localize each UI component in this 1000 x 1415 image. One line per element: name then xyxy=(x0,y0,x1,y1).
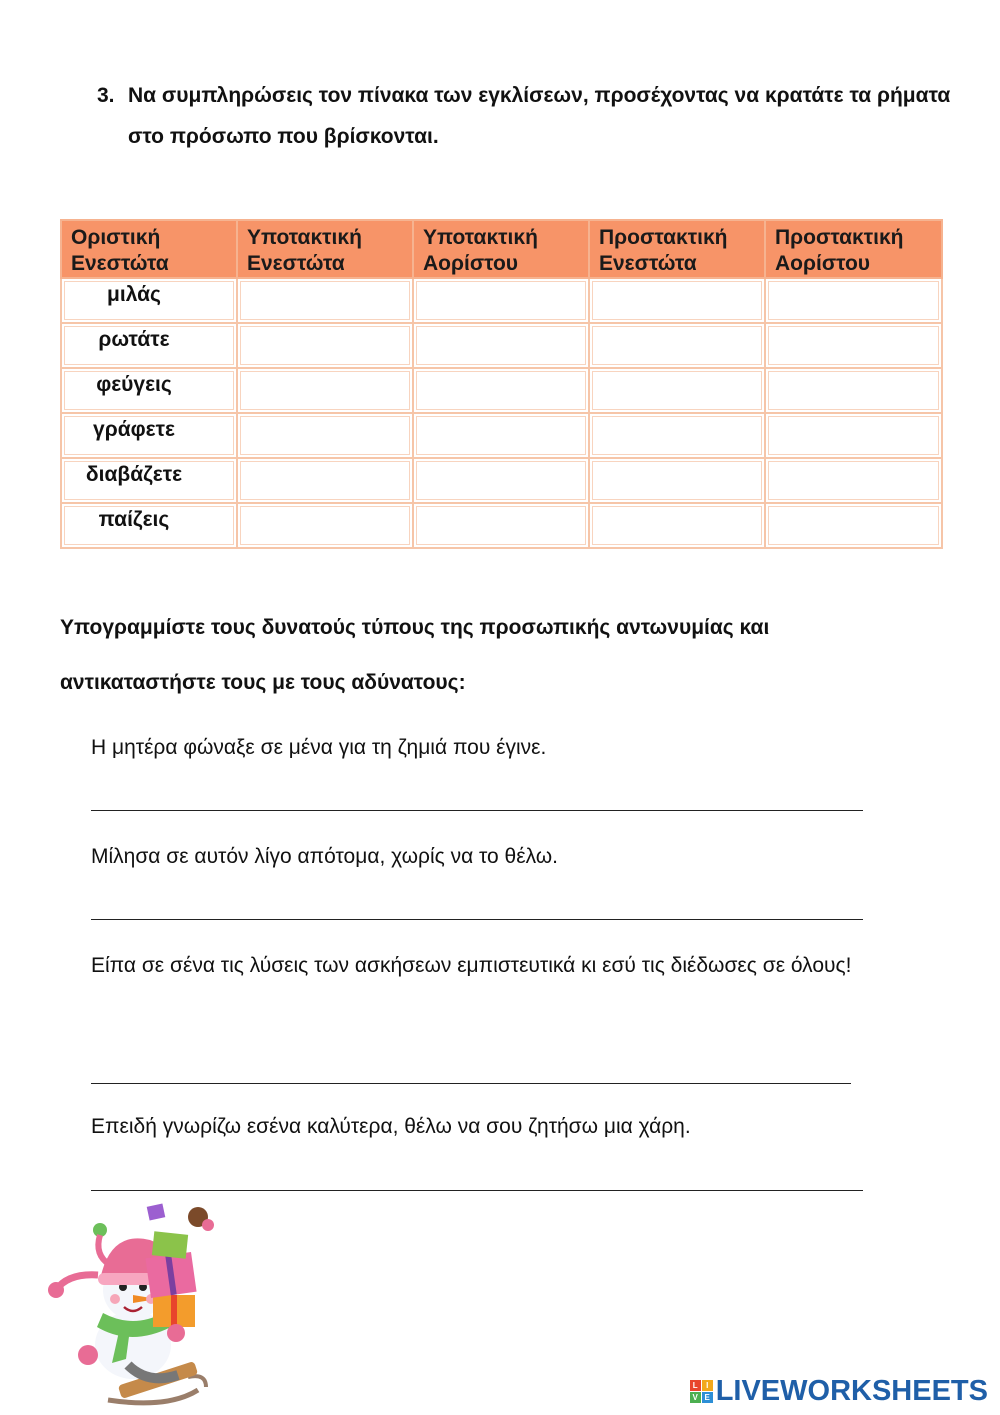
answer-cell[interactable] xyxy=(589,413,765,458)
answer-cell[interactable] xyxy=(765,368,942,413)
table-row xyxy=(61,368,942,413)
moods-table xyxy=(60,219,943,549)
answer-line-3[interactable] xyxy=(91,1083,851,1084)
header-ypotaktiki-aoristou: Υποτακτική Αορίστου xyxy=(413,220,589,278)
answer-cell[interactable] xyxy=(413,323,589,368)
snowman-sled-illustration xyxy=(48,1195,248,1415)
logo-badge-letter: L xyxy=(690,1380,701,1391)
header-prostaktiki-aoristou: Προστακτική Αορίστου xyxy=(765,220,942,278)
verb-cell: παίζεις xyxy=(61,503,237,548)
answer-cell[interactable] xyxy=(765,413,942,458)
header-ypotaktiki-enestota: Υποτακτική Ενεστώτα xyxy=(237,220,413,278)
logo-badge-letter: V xyxy=(690,1392,701,1403)
answer-cell[interactable] xyxy=(589,323,765,368)
table-header-row xyxy=(61,220,942,278)
answer-cell[interactable] xyxy=(237,368,413,413)
header-prostaktiki-enestota: Προστακτική Ενεστώτα xyxy=(589,220,765,278)
exercise-prompt: Να συμπληρώσεις τον πίνακα των εγκλίσεων, προσέχοντας να κρατάτε τα ρήματα στο πρόσωπο που βρίσκονται. xyxy=(128,84,951,148)
answer-line-2[interactable] xyxy=(91,919,863,920)
answer-cell[interactable] xyxy=(413,368,589,413)
answer-cell[interactable] xyxy=(765,458,942,503)
exercise-number: 3. xyxy=(97,84,115,107)
answer-cell[interactable] xyxy=(413,413,589,458)
pronoun-instruction xyxy=(60,600,940,710)
instruction-line: Υπογραμμίστε τους δυνατούς τύπους της προσωπικής αντωνυμίας και xyxy=(60,616,770,639)
answer-cell[interactable] xyxy=(589,503,765,548)
verb-cell: διαβάζετε xyxy=(61,458,237,503)
table-row xyxy=(61,413,942,458)
logo-badge-letter: I xyxy=(702,1380,713,1391)
sentence-2: Μίλησα σε αυτόν λίγο απότομα, χωρίς να το θέλω. xyxy=(91,845,559,868)
table-row xyxy=(61,323,942,368)
answer-cell[interactable] xyxy=(589,278,765,323)
liveworksheets-logo xyxy=(690,1375,988,1408)
answer-cell[interactable] xyxy=(765,278,942,323)
logo-badge-icon xyxy=(690,1380,713,1403)
sentence-3: Είπα σε σένα τις λύσεις των ασκήσεων εμπιστευτικά κι εσύ τις διέδωσες σε όλους! xyxy=(91,954,852,977)
answer-cell[interactable] xyxy=(237,503,413,548)
verb-cell: γράφετε xyxy=(61,413,237,458)
logo-text: LIVEWORKSHEETS xyxy=(715,1375,988,1407)
table-row xyxy=(61,278,942,323)
answer-cell[interactable] xyxy=(589,368,765,413)
answer-line-4[interactable] xyxy=(91,1190,863,1191)
answer-cell[interactable] xyxy=(237,278,413,323)
verb-cell: φεύγεις xyxy=(61,368,237,413)
answer-cell[interactable] xyxy=(237,323,413,368)
answer-cell[interactable] xyxy=(589,458,765,503)
instruction-line: αντικαταστήστε τους με τους αδύνατους: xyxy=(60,671,466,694)
logo-badge-letter: E xyxy=(702,1392,713,1403)
answer-line-1[interactable] xyxy=(91,810,863,811)
answer-cell[interactable] xyxy=(413,278,589,323)
answer-cell[interactable] xyxy=(413,503,589,548)
sentence-1: Η μητέρα φώναξε σε μένα για τη ζημιά που έγινε. xyxy=(91,736,547,759)
answer-cell[interactable] xyxy=(237,458,413,503)
answer-cell[interactable] xyxy=(237,413,413,458)
answer-cell[interactable] xyxy=(765,323,942,368)
table-row xyxy=(61,503,942,548)
verb-cell: ρωτάτε xyxy=(61,323,237,368)
answer-cell[interactable] xyxy=(413,458,589,503)
sentence-4: Επειδή γνωρίζω εσένα καλύτερα, θέλω να σου ζητήσω μια χάρη. xyxy=(91,1115,691,1138)
header-oristiki-enestota: Οριστική Ενεστώτα xyxy=(61,220,237,278)
answer-cell[interactable] xyxy=(765,503,942,548)
table-row xyxy=(61,458,942,503)
verb-cell: μιλάς xyxy=(61,278,237,323)
